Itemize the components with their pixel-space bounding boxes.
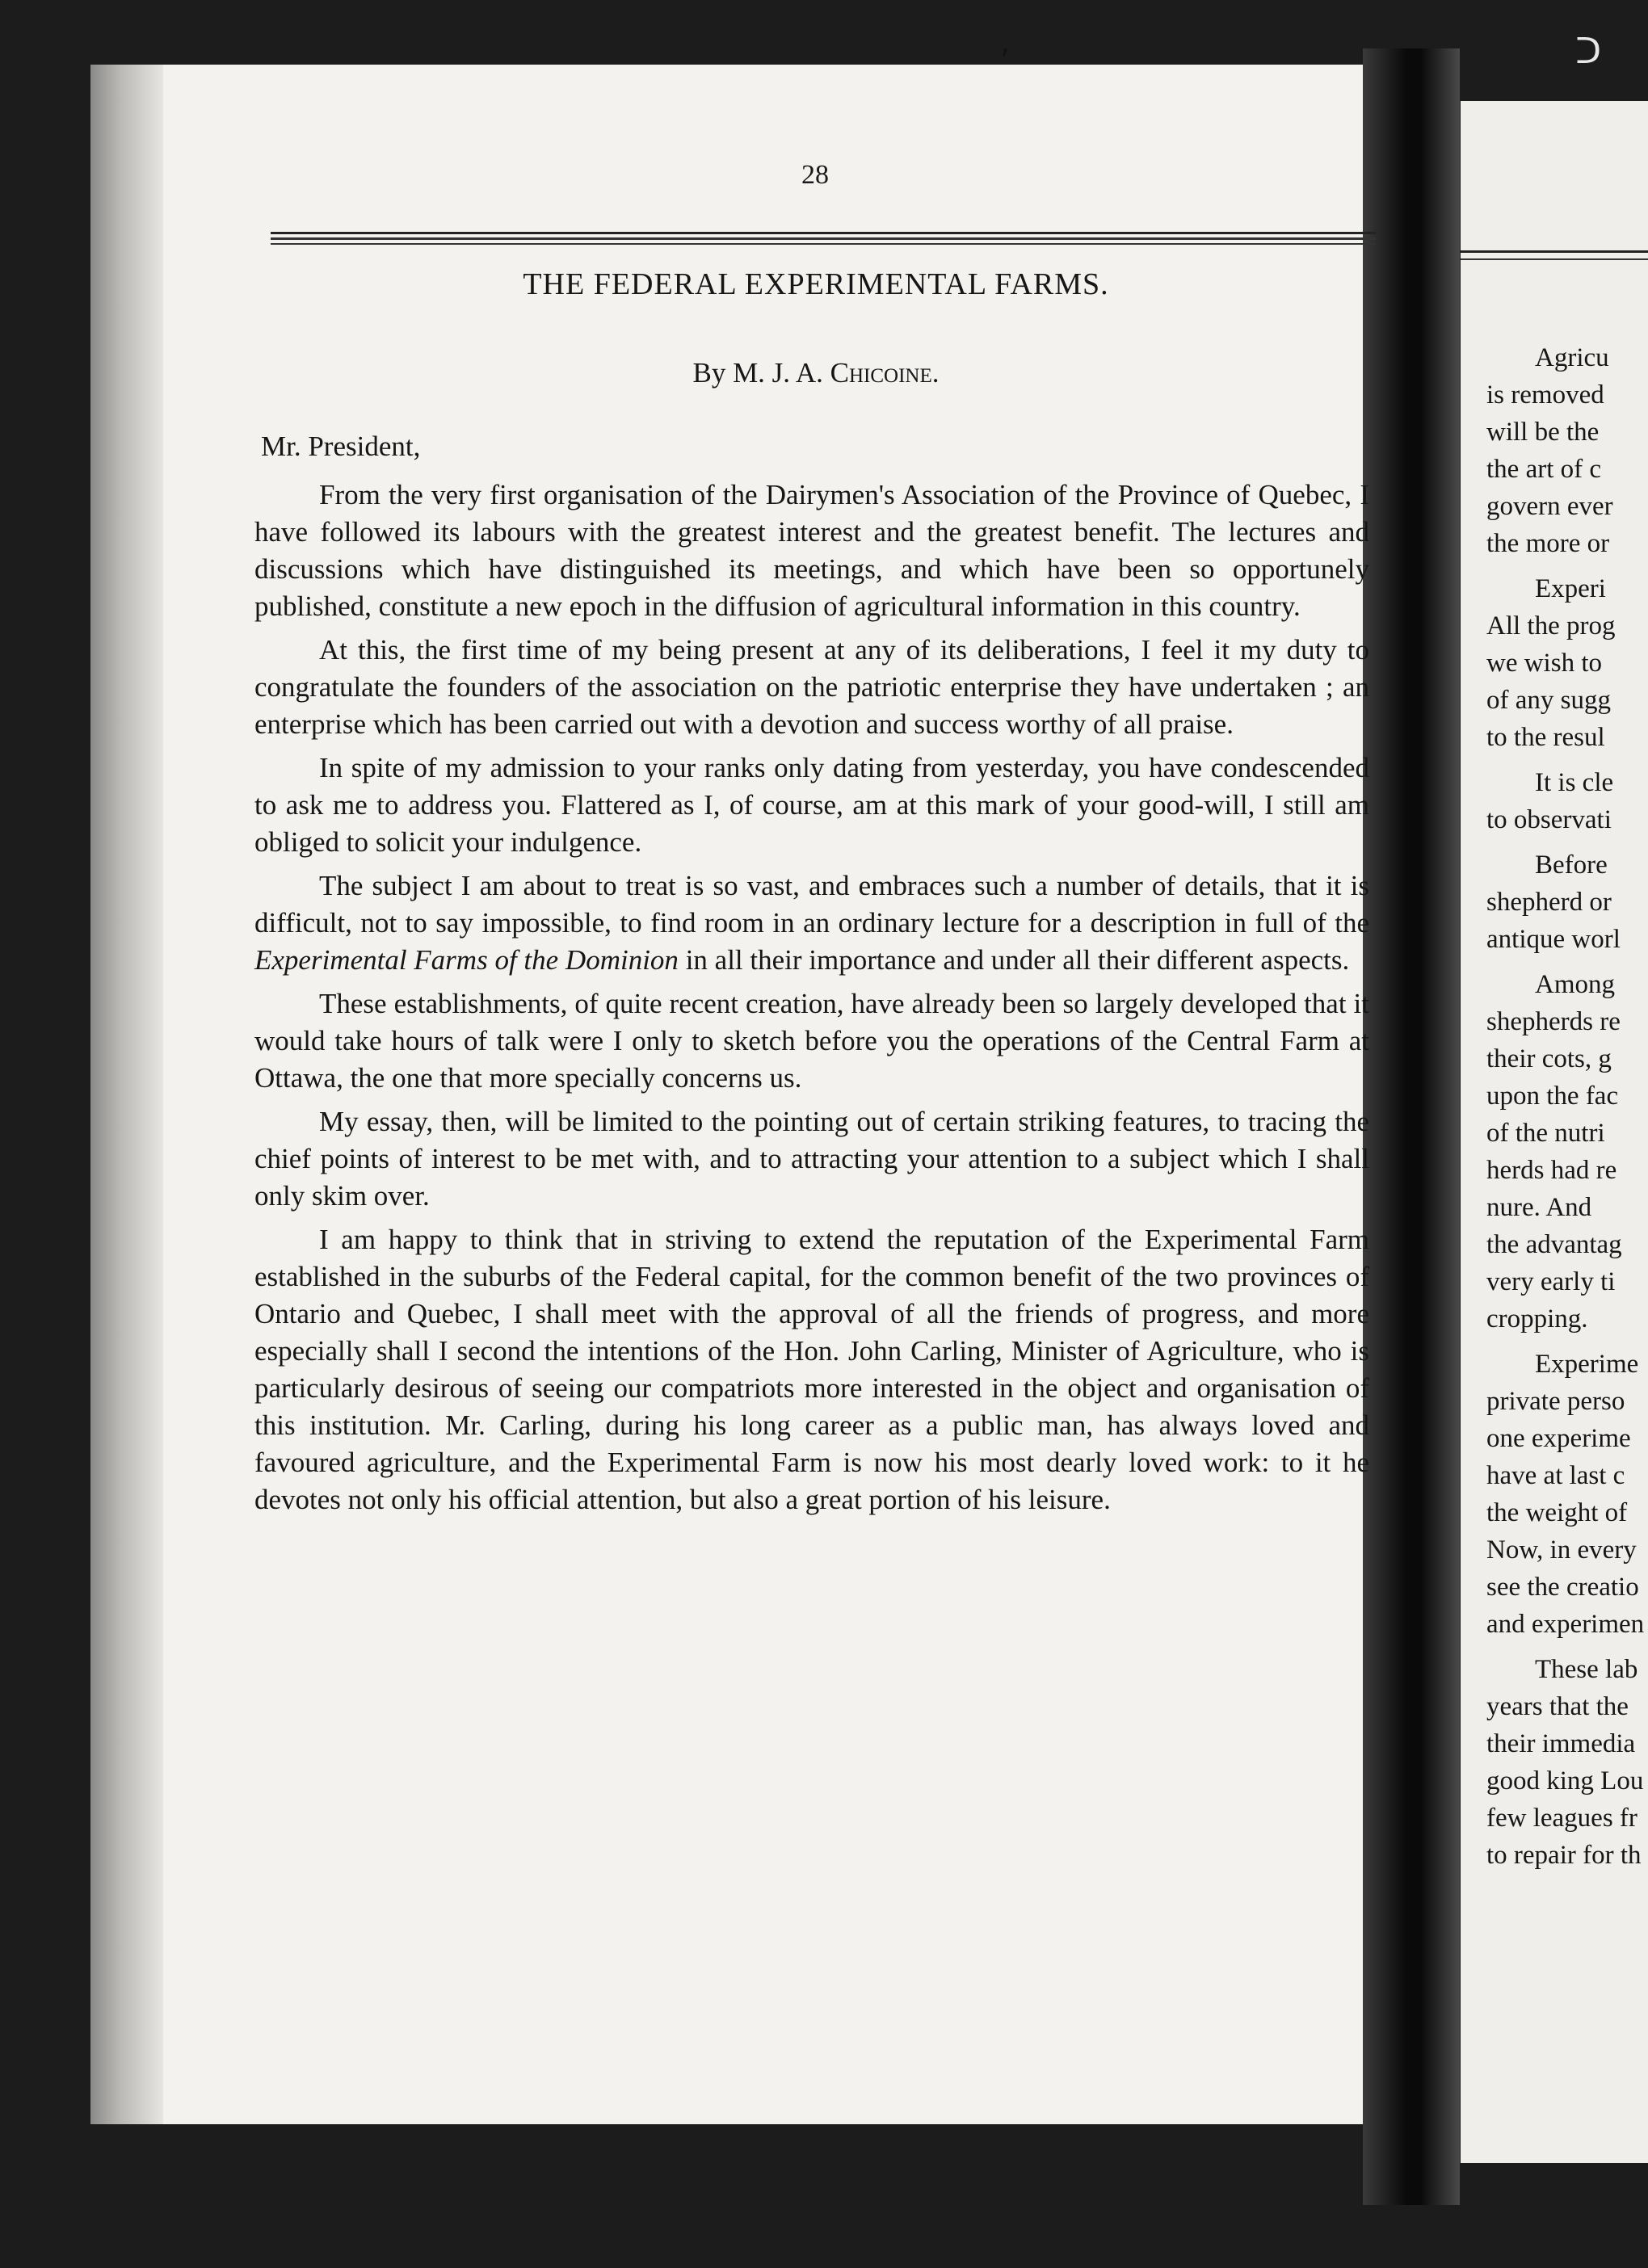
paragraph: At this, the first time of my being present at any of its deliberations, I feel it my duty to congratulate the founders of the association on the patriotic enterprise they have undertaken ; an enterprise which has been carried out with a devotion and success worthy of all praise. <box>254 634 1369 740</box>
right-line: These lab <box>1535 1655 1638 1684</box>
right-line: to repair for th <box>1486 1841 1642 1870</box>
page-edge-shadow <box>90 65 163 2124</box>
right-line: govern ever <box>1486 492 1613 521</box>
paragraph-text: in all their importance and under all their different aspects. <box>678 944 1350 976</box>
article-title: THE FEDERAL EXPERIMENTAL FARMS. <box>523 267 1109 301</box>
book-gutter <box>1363 48 1460 2205</box>
right-line: to the resul <box>1486 723 1605 752</box>
right-line: antique worl <box>1486 925 1621 954</box>
right-line: Before <box>1535 850 1608 880</box>
ink-mark: ʹ <box>1002 41 1009 78</box>
byline-prefix: By M. J. A. <box>692 357 830 388</box>
right-line: Among <box>1535 970 1615 999</box>
right-line: the weight of <box>1486 1498 1628 1527</box>
right-line: the art of c <box>1486 455 1602 484</box>
right-line: cropping. <box>1486 1304 1588 1334</box>
page-number: 28 <box>801 160 829 190</box>
right-line: All the prog <box>1486 611 1616 640</box>
ink-mark: ᑐ <box>1575 32 1602 71</box>
paragraph <box>254 867 1369 979</box>
right-line: good king Lou <box>1486 1766 1644 1796</box>
right-line: private perso <box>1486 1387 1625 1416</box>
right-line: upon the fac <box>1486 1082 1619 1111</box>
right-line: years that the <box>1486 1692 1629 1721</box>
right-page-text <box>1486 339 1648 1874</box>
right-line: one experime <box>1486 1424 1631 1453</box>
right-line: have at last c <box>1486 1461 1625 1490</box>
right-line: shepherd or <box>1486 888 1612 917</box>
right-line: to observati <box>1486 805 1612 834</box>
right-line: of the nutri <box>1486 1119 1605 1148</box>
right-line: their immedia <box>1486 1729 1636 1758</box>
right-line: of any sugg <box>1486 686 1611 715</box>
paragraph: From the very first organisation of the Dairymen's Association of the Province of Quebec, I have followed its labours with the greatest interest and the greatest benefit. The lectures and discussions which have distinguished its meetings, and which have been so opportunely published, constitute a new epoch in the diffusion of agricultural information in this country. <box>254 479 1369 622</box>
paragraph: In spite of my admission to your ranks only dating from yesterday, you have condescended to ask me to address you. Flattered as I, of course, am at this mark of your good-will, I still am obliged to solicit your indulgence. <box>254 752 1369 858</box>
right-line: very early ti <box>1486 1267 1616 1296</box>
right-page-rule <box>1461 250 1648 260</box>
byline <box>291 357 1341 389</box>
right-line: Agricu <box>1535 343 1609 372</box>
right-line: nure. And <box>1486 1193 1592 1222</box>
header-double-rule <box>271 232 1376 245</box>
right-line: herds had re <box>1486 1156 1617 1185</box>
right-line: will be the <box>1486 418 1600 447</box>
right-page <box>1461 101 1648 2163</box>
paragraph: These establishments, of quite recent creation, have already been so largely developed that it would take hours of talk were I only to sketch before you the operations of the Central Farm at Ottawa, the one that more specially concerns us. <box>254 988 1369 1094</box>
right-line: and experimen <box>1486 1610 1645 1639</box>
right-line: few leagues fr <box>1486 1804 1637 1833</box>
paragraph: I am happy to think that in striving to extend the reputation of the Experimental Farm established in the suburbs of the Federal capital, for the common benefit of the two provinces of Ontario and Quebec, I shall meet with the approval of all the friends of progress, and more especially shall I second the intentions of the Hon. John Carling, Minister of Agriculture, who is particularly desirous of seeing our compatriots more interested in the object and organisation of this institution. Mr. Carling, during his long career as a public man, has always loved and favoured agriculture, and the Experimental Farm is now his most dearly loved work: to it he devotes not only his official attention, but also a great portion of his leisure. <box>254 1224 1369 1515</box>
right-line: see the creatio <box>1486 1573 1639 1602</box>
right-line: the more or <box>1486 529 1610 558</box>
right-line: Now, in every <box>1486 1535 1637 1564</box>
right-line: Experi <box>1535 574 1606 603</box>
right-line: shepherds re <box>1486 1007 1621 1036</box>
right-line: Experime <box>1535 1350 1639 1379</box>
right-line: their cots, g <box>1486 1044 1612 1073</box>
salutation: Mr. President, <box>261 430 421 462</box>
paragraph-text: The subject I am about to treat is so vast, and embraces such a number of details, that it is difficult, not to say impossible, to find room in an ordinary lecture for a description in full of the <box>254 870 1369 939</box>
right-line: the advantag <box>1486 1230 1622 1259</box>
paragraph: My essay, then, will be limited to the pointing out of certain striking features, to tracing the chief points of interest to be met with, and to attracting your attention to a subject which I shall only skim over. <box>254 1106 1369 1212</box>
right-line: we wish to <box>1486 649 1602 678</box>
article-body <box>254 428 1369 1525</box>
right-line: It is cle <box>1535 768 1614 797</box>
right-line: is removed <box>1486 380 1604 410</box>
italic-title: Experimental Farms of the Dominion <box>254 944 679 976</box>
author-name: Chicoine. <box>830 357 940 388</box>
